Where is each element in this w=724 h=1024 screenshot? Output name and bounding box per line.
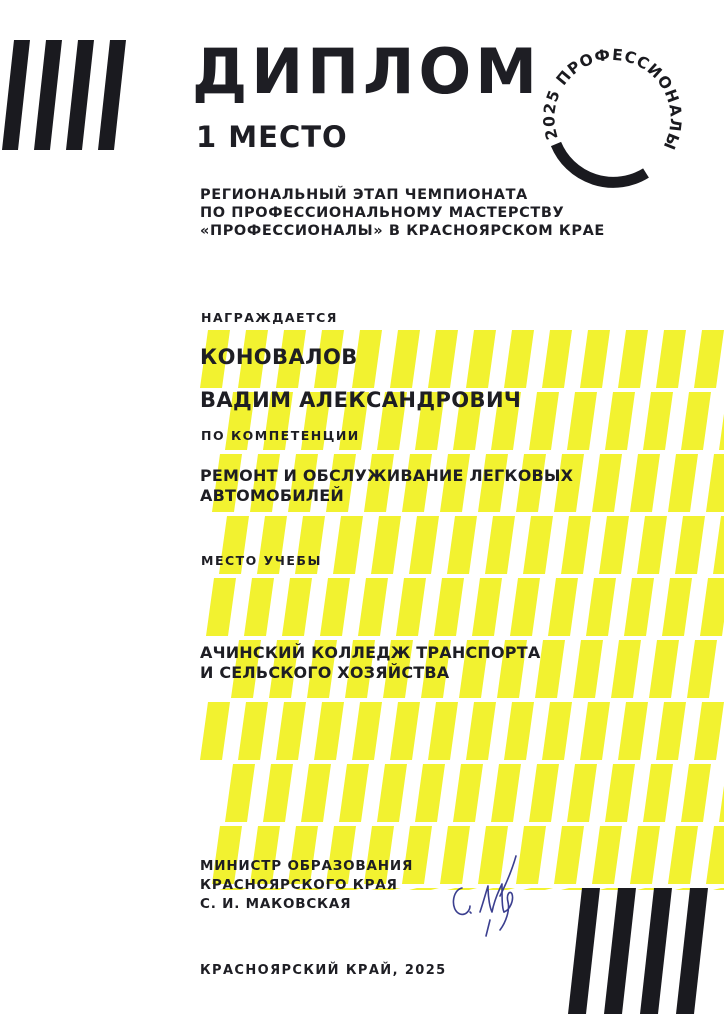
yellow-pattern-block xyxy=(630,826,660,884)
yellow-pattern-block xyxy=(675,516,705,574)
yellow-pattern-block xyxy=(434,578,464,636)
yellow-pattern-block xyxy=(719,764,724,822)
yellow-pattern-block xyxy=(339,764,369,822)
decorative-stripes-bottom xyxy=(560,888,724,1014)
yellow-pattern-block xyxy=(504,702,534,760)
yellow-pattern-block xyxy=(447,516,477,574)
yellow-pattern-block xyxy=(472,578,502,636)
yellow-pattern-block xyxy=(377,764,407,822)
yellow-pattern-block xyxy=(504,330,534,388)
professionaly-logo xyxy=(538,40,688,190)
yellow-pattern-block xyxy=(390,702,420,760)
yellow-pattern-block xyxy=(491,764,521,822)
yellow-pattern-block xyxy=(713,516,724,574)
yellow-pattern-block xyxy=(263,764,293,822)
footer-location-year: КРАСНОЯРСКИЙ КРАЙ, 2025 xyxy=(200,963,447,978)
yellow-pattern-block xyxy=(320,578,350,636)
yellow-pattern-block xyxy=(529,764,559,822)
yellow-pattern-block xyxy=(700,578,724,636)
yellow-pattern-block xyxy=(719,392,724,450)
yellow-pattern-block xyxy=(592,454,622,512)
yellow-pattern-block xyxy=(694,702,724,760)
yellow-pattern-block xyxy=(301,764,331,822)
recipient-given-names: ВАДИМ АЛЕКСАНДРОВИЧ xyxy=(200,388,522,412)
yellow-pattern-block xyxy=(453,764,483,822)
yellow-pattern-block xyxy=(409,888,439,890)
yellow-pattern-block xyxy=(510,578,540,636)
yellow-pattern-block xyxy=(706,454,724,512)
yellow-pattern-block xyxy=(599,516,629,574)
yellow-pattern-block xyxy=(561,516,591,574)
yellow-pattern-block xyxy=(225,764,255,822)
yellow-pattern-block xyxy=(523,516,553,574)
yellow-pattern-block xyxy=(358,578,388,636)
yellow-pattern-block xyxy=(567,392,597,450)
yellow-pattern-block xyxy=(687,640,717,698)
yellow-pattern-block xyxy=(643,392,673,450)
yellow-pattern-block xyxy=(668,826,698,884)
yellow-pattern-block xyxy=(396,578,426,636)
yellow-pattern-block xyxy=(624,578,654,636)
awarded-label: НАГРАЖДАЕТСЯ xyxy=(201,310,338,325)
yellow-pattern-block xyxy=(352,702,382,760)
yellow-pattern-block xyxy=(573,640,603,698)
competence-line: РЕМОНТ И ОБСЛУЖИВАНИЕ ЛЕГКОВЫХ xyxy=(200,466,574,485)
yellow-pattern-block xyxy=(592,826,622,884)
event-line: «ПРОФЕССИОНАЛЫ» В КРАСНОЯРСКОМ КРАЕ xyxy=(200,223,605,239)
yellow-pattern-block xyxy=(630,454,660,512)
yellow-pattern-block xyxy=(238,702,268,760)
diploma-title: ДИПЛОМ xyxy=(192,35,541,108)
institution-line: И СЕЛЬСКОГО ХОЗЯЙСТВА xyxy=(200,663,450,682)
yellow-pattern-block xyxy=(567,764,597,822)
study-place-label: МЕСТО УЧЕБЫ xyxy=(201,553,322,568)
yellow-pattern-block xyxy=(409,516,439,574)
yellow-pattern-block xyxy=(637,516,667,574)
yellow-pattern-block xyxy=(333,516,363,574)
yellow-pattern-block xyxy=(371,516,401,574)
institution-line: АЧИНСКИЙ КОЛЛЕДЖ ТРАНСПОРТА xyxy=(200,643,541,662)
event-description xyxy=(200,186,605,240)
competence-line: АВТОМОБИЛЕЙ xyxy=(200,486,345,505)
yellow-pattern-block xyxy=(485,516,515,574)
event-line: ПО ПРОФЕССИОНАЛЬНОМУ МАСТЕРСТВУ xyxy=(200,205,565,221)
yellow-pattern-block xyxy=(282,578,312,636)
svg-text:2025 ПРОФЕССИОНАЛЫ xyxy=(540,46,685,153)
yellow-pattern-block xyxy=(428,330,458,388)
yellow-pattern-block xyxy=(605,392,635,450)
yellow-pattern-block xyxy=(390,330,420,388)
yellow-pattern-block xyxy=(415,764,445,822)
yellow-pattern-block xyxy=(643,764,673,822)
place-label: 1 МЕСТО xyxy=(196,120,348,154)
yellow-pattern-block xyxy=(681,764,711,822)
yellow-pattern-block xyxy=(662,578,692,636)
yellow-pattern-block xyxy=(656,702,686,760)
signature xyxy=(440,850,530,940)
yellow-pattern-block xyxy=(586,578,616,636)
yellow-pattern-block xyxy=(649,640,679,698)
yellow-pattern-block xyxy=(554,826,584,884)
yellow-pattern-block xyxy=(542,330,572,388)
competence-label: ПО КОМПЕТЕНЦИИ xyxy=(201,428,360,443)
signer-block xyxy=(200,857,413,914)
decorative-stripes-top xyxy=(0,40,150,150)
yellow-pattern-block xyxy=(706,826,724,884)
yellow-pattern-block xyxy=(668,454,698,512)
yellow-pattern-block xyxy=(466,702,496,760)
signer-line: С. И. МАКОВСКАЯ xyxy=(200,896,352,912)
yellow-pattern-block xyxy=(605,764,635,822)
event-line: РЕГИОНАЛЬНЫЙ ЭТАП ЧЕМПИОНАТА xyxy=(200,187,528,203)
yellow-pattern-block xyxy=(580,330,610,388)
yellow-pattern-block xyxy=(548,578,578,636)
yellow-pattern-block xyxy=(694,330,724,388)
yellow-pattern-block xyxy=(206,578,236,636)
yellow-pattern-block xyxy=(244,578,274,636)
logo-text: 2025 ПРОФЕССИОНАЛЫ xyxy=(540,45,685,153)
yellow-pattern-block xyxy=(428,702,458,760)
yellow-pattern-block xyxy=(681,392,711,450)
yellow-pattern-block xyxy=(580,702,610,760)
yellow-pattern-block xyxy=(200,702,230,760)
yellow-pattern-block xyxy=(529,392,559,450)
yellow-pattern-block xyxy=(542,702,572,760)
recipient-surname: КОНОВАЛОВ xyxy=(200,345,358,369)
yellow-pattern-block xyxy=(656,330,686,388)
yellow-pattern-block xyxy=(618,330,648,388)
signer-line: МИНИСТР ОБРАЗОВАНИЯ xyxy=(200,858,414,874)
yellow-pattern-block xyxy=(618,702,648,760)
yellow-pattern-field xyxy=(190,330,724,890)
yellow-pattern-block xyxy=(314,702,344,760)
signer-line: КРАСНОЯРСКОГО КРАЯ xyxy=(200,877,398,893)
yellow-pattern-block xyxy=(276,702,306,760)
yellow-pattern-block xyxy=(611,640,641,698)
competence-name xyxy=(200,466,573,506)
yellow-pattern-block xyxy=(466,330,496,388)
institution-name xyxy=(200,643,540,683)
